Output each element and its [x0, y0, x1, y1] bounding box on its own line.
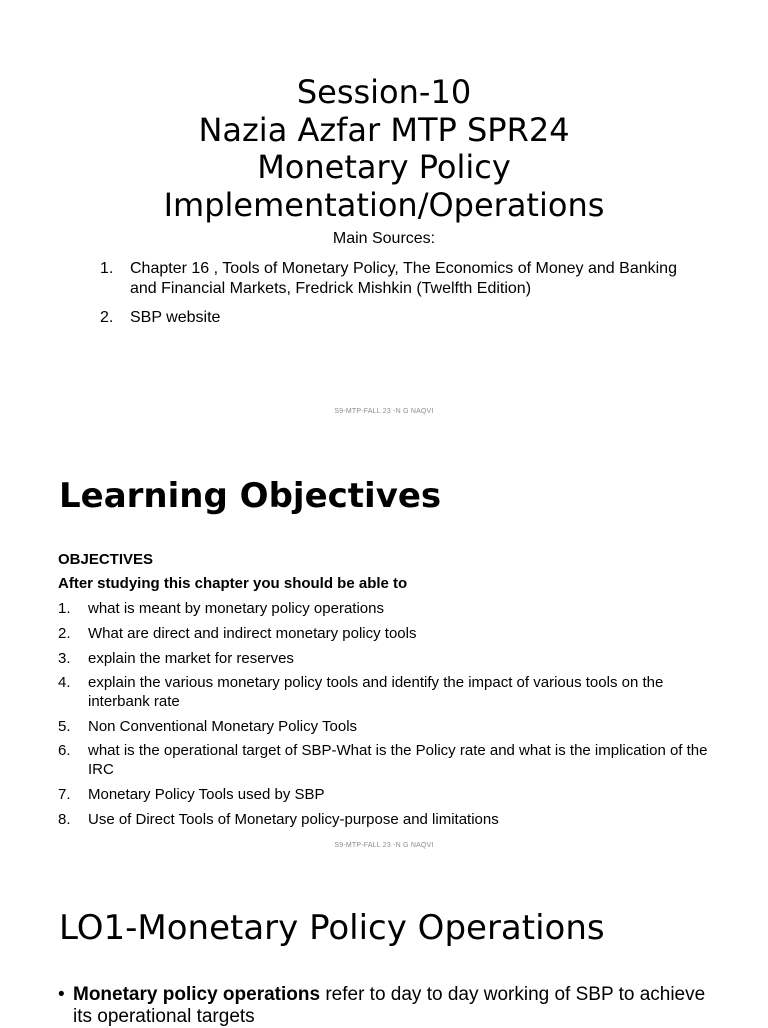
objective-text: Use of Direct Tools of Monetary policy-purpose and limitations: [88, 810, 499, 828]
slide-title-heading: [0, 74, 768, 224]
objective-item: [58, 811, 718, 830]
slide-heading: LO1-Monetary Policy Operations: [59, 908, 605, 948]
bullet-paragraph: [58, 984, 713, 1028]
objective-text: explain the various monetary policy tools and identify the impact of various tools on the interbank rate: [88, 674, 664, 710]
source-number: 1.: [100, 260, 114, 277]
objective-number: 5.: [58, 717, 71, 735]
objectives-intro: After studying this chapter you should be able to: [58, 575, 408, 592]
slide-heading: Learning Objectives: [59, 476, 442, 516]
sources-list: [100, 259, 700, 337]
objective-text: what is the operational target of SBP-What is the Policy rate and what is the implication of the IRC: [88, 742, 708, 778]
objective-number: 2.: [58, 624, 71, 642]
slide-footer: S9-MTP-FALL 23 -N G NAQVI: [334, 408, 434, 415]
objective-text: Non Conventional Monetary Policy Tools: [88, 717, 358, 735]
objectives-list: [58, 600, 718, 835]
slide-footer: S9-MTP-FALL 23 -N G NAQVI: [334, 842, 434, 849]
objective-text: explain the market for reserves: [88, 649, 294, 667]
objective-number: 8.: [58, 810, 71, 828]
title-line-subtopic: Implementation/Operations: [163, 185, 605, 224]
objective-number: 7.: [58, 785, 71, 803]
source-text: Chapter 16 , Tools of Monetary Policy, The Economics of Money and Banking and Financial Markets, Fredrick Mishkin (Twelfth Edition): [130, 260, 677, 297]
title-line-topic: Monetary Policy: [257, 148, 511, 186]
sources-label: Main Sources:: [332, 230, 436, 247]
source-text: SBP website: [130, 309, 221, 326]
bullet-definition: refer to day to day working of SBP to achieve its operational targets: [73, 984, 706, 1027]
objective-number: 3.: [58, 649, 71, 667]
title-line-session: Session-10: [296, 73, 472, 111]
bullet-term: Monetary policy operations: [73, 984, 321, 1005]
objective-item: [58, 625, 718, 644]
objective-text: what is meant by monetary policy operations: [88, 600, 384, 617]
source-item: [100, 308, 700, 328]
objective-item: [58, 718, 718, 737]
objective-item: [58, 674, 718, 711]
objective-item: [58, 742, 718, 779]
objective-item: [58, 786, 718, 805]
source-number: 2.: [100, 309, 114, 326]
objective-number: 6.: [58, 742, 71, 760]
objective-number: 4.: [58, 674, 71, 692]
objective-text: What are direct and indirect monetary policy tools: [88, 624, 417, 642]
source-item: [100, 259, 700, 299]
slide-learning-objectives: [0, 432, 768, 864]
objective-item: [58, 650, 718, 669]
objective-text: Monetary Policy Tools used by SBP: [88, 785, 325, 803]
objectives-label: OBJECTIVES: [58, 551, 154, 568]
objective-number: 1.: [58, 600, 71, 617]
slide-monetary-policy-operations: [0, 864, 768, 1027]
slide-title: [0, 0, 768, 432]
bullet-icon: •: [58, 984, 65, 1005]
title-line-author: Nazia Azfar MTP SPR24: [198, 110, 570, 149]
objective-item: [58, 600, 718, 619]
